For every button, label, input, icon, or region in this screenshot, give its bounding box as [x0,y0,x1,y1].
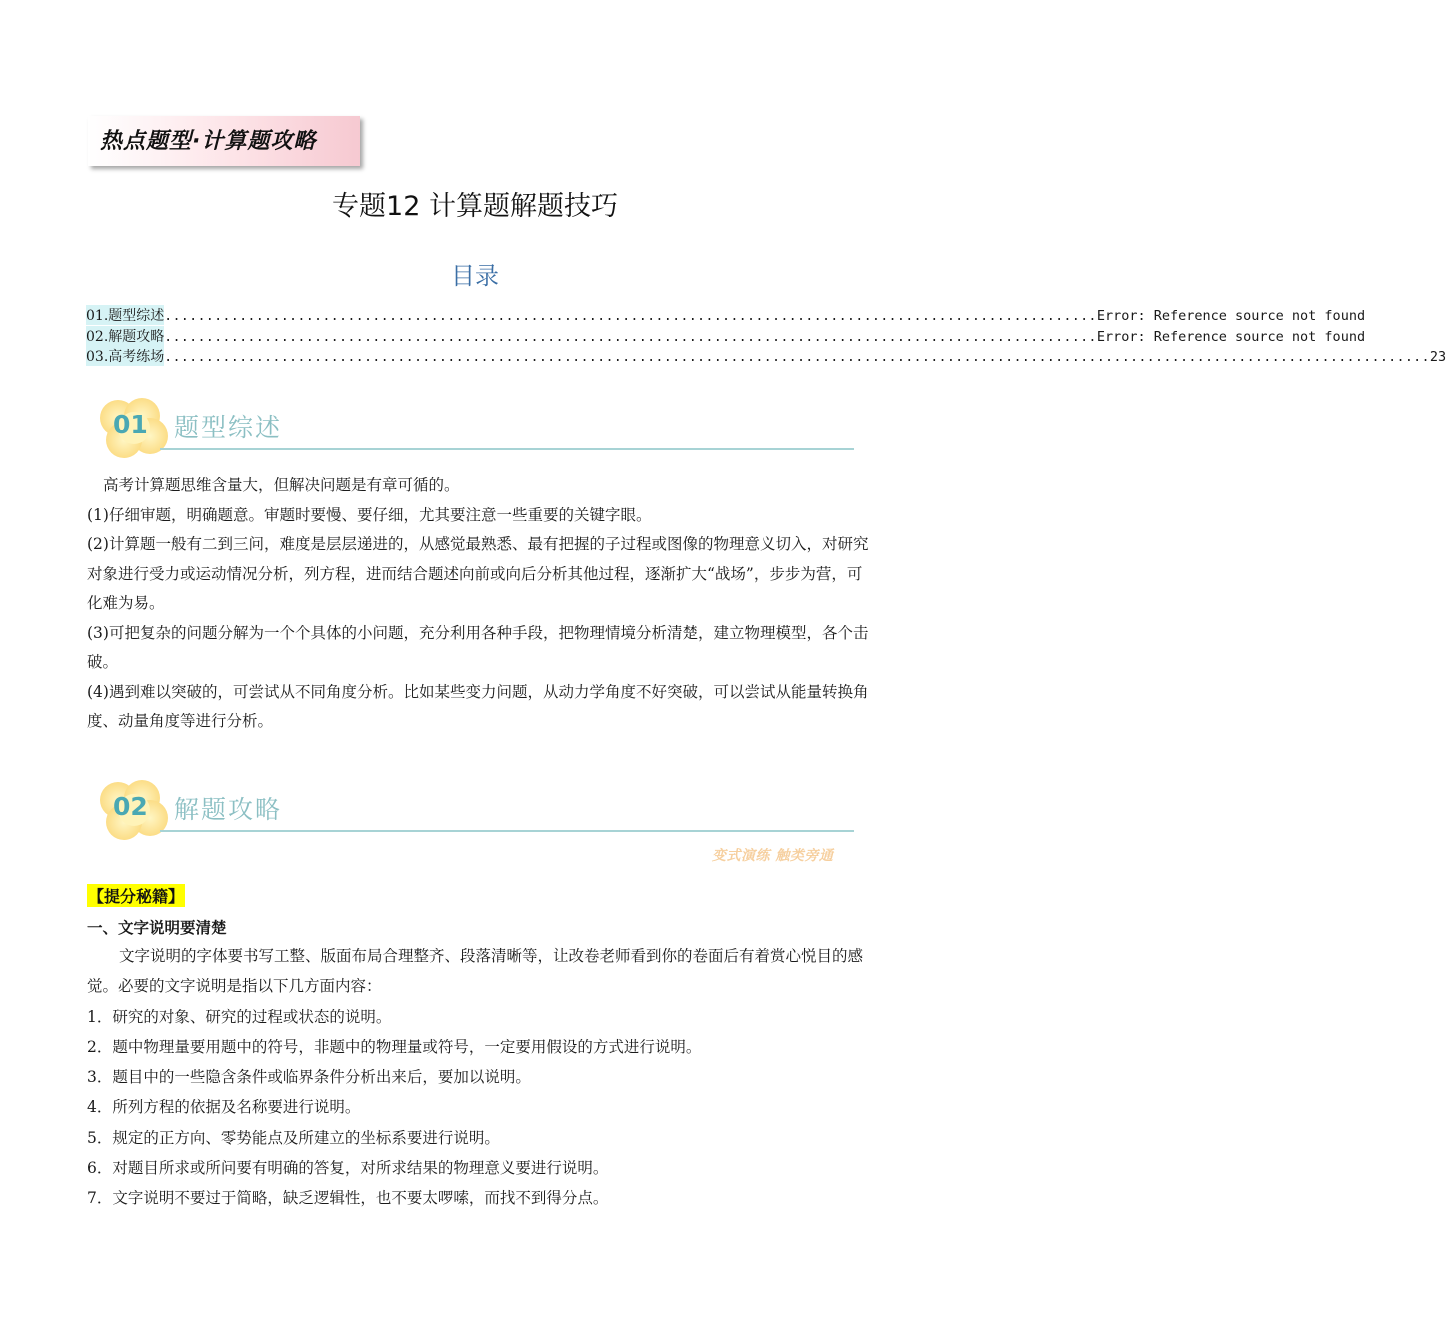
toc-item-page: Error: Reference source not found [1096,308,1366,324]
paragraph: (2)计算题一般有二到三问，难度是层层递进的，从感觉最熟悉、最有把握的子过程或图像的物理意义切入，对研究对象进行受力或运动情况分析，列方程，进而结合题述向前或向后分析其他过程，逐渐扩大“战场”，步步为营，可化难为易。 [87,535,869,612]
toc-item-label[interactable]: 01.题型综述 [86,305,164,325]
list-item: 4．所列方程的依据及名称要进行说明。 [87,1098,361,1117]
subheading: 一、文字说明要清楚 [87,918,227,937]
list-item: 7．文字说明不要过于简略，缺乏逻辑性，也不要太啰嗦，而找不到得分点。 [87,1189,609,1208]
tips-text [87,941,877,1214]
toc-leader-dots: ................................................................................................................ [164,329,1097,345]
toc-leader-dots: ................................................................................................................ [164,309,1097,324]
paragraph: 高考计算题思维含量大，但解决问题是有章可循的。 [103,476,460,494]
toc-item[interactable] [86,305,1366,326]
section-number: 01 [113,410,148,439]
list-item: 3．题目中的一些隐含条件或临界条件分析出来后，要加以说明。 [87,1068,531,1087]
toc-leader-dots: ........................................................................................................................................................ [164,350,1430,365]
section-title: 题型综述 [174,413,283,442]
topic-badge [88,116,360,166]
paragraph: (1)仔细审题，明确题意。审题时要慢、要仔细，尤其要注意一些重要的关键字眼。 [87,505,652,524]
section-divider [160,830,854,832]
toc-item[interactable] [86,326,1366,347]
topic-badge-text: 热点题型·计算题攻略 [100,129,317,154]
section-divider [160,448,854,450]
highlight-label: 【提分秘籍】 [87,884,185,907]
section-header-02 [90,776,854,846]
toc-heading: 目录 [451,262,499,290]
toc-item-page: Error: Reference source not found [1096,328,1366,345]
toc-item-label[interactable]: 03.高考练场 [86,346,164,366]
page-title: 专题12 计算题解题技巧 [332,191,618,222]
table-of-contents [86,305,1446,367]
section-header-01 [90,394,854,464]
paragraph: (4)遇到难以突破的，可尝试从不同角度分析。比如某些变力问题，从动力学角度不好突破，可以尝试从能量转换角度、动量角度等进行分析。 [87,682,869,730]
toc-item-page: 23 [1429,349,1446,365]
paragraph: 文字说明的字体要书写工整、版面布局合理整齐、段落清晰等，让改卷老师看到你的卷面后有着赏心悦目的感觉。必要的文字说明是指以下几方面内容： [87,947,864,996]
paragraph: (3)可把复杂的问题分解为一个个具体的小问题，充分利用各种手段，把物理情境分析清楚，建立物理模型，各个击破。 [87,623,869,671]
toc-item[interactable] [86,346,1446,367]
section-slogan: 变式演练 触类旁通 [712,848,834,864]
toc-item-label[interactable]: 02.解题攻略 [86,326,164,346]
list-item: 1．研究的对象、研究的过程或状态的说明。 [87,1007,392,1026]
section-title: 解题攻略 [174,795,283,824]
list-item: 5．规定的正方向、零势能点及所建立的坐标系要进行说明。 [87,1128,500,1147]
list-item: 2．题中物理量要用题中的符号，非题中的物理量或符号，一定要用假设的方式进行说明。 [87,1037,702,1056]
list-item: 6．对题目所求或所问要有明确的答复，对所求结果的物理意义要进行说明。 [87,1159,609,1178]
overview-text [87,471,877,737]
section-number: 02 [113,792,148,821]
